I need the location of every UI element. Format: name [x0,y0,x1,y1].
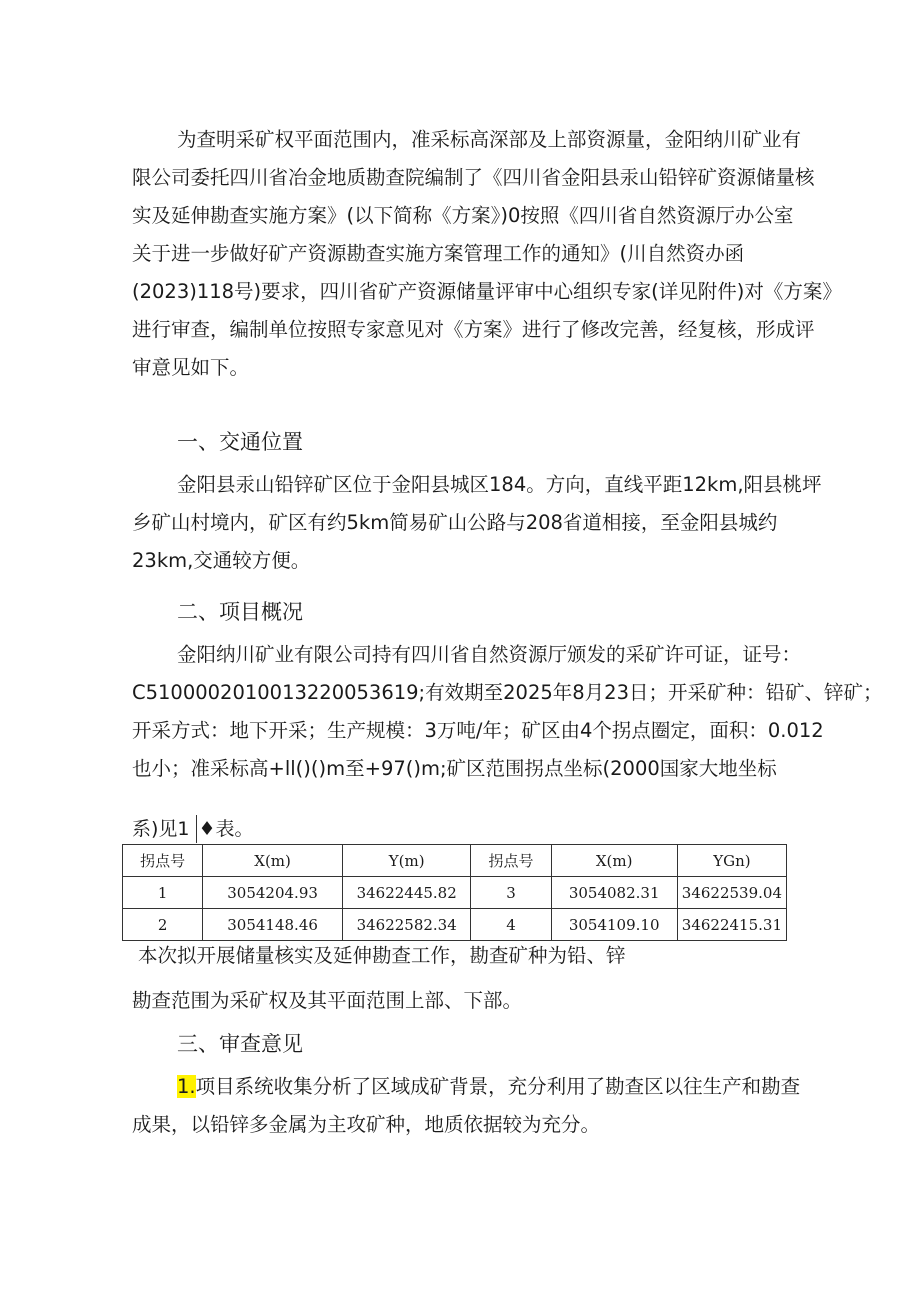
section3-item1-text: 项目系统收集分析了区域成矿背景，充分利用了勘查区以往生产和勘查 [195,1075,801,1098]
table-cell: 34622539.04 [677,877,786,909]
table-cell: 4 [471,909,551,941]
section2-after-line: 勘查范围为采矿权及其平面范围上部、下部。 [132,989,523,1012]
intro-line: (2023)118号)要求，四川省矿产资源储量评审中心组织专家(详见附件)对《方案》 [132,280,842,303]
table-cell: 3054082.31 [551,877,677,909]
intro-line: 限公司委托四川省冶金地质勘查院编制了《四川省金阳县汞山铅锌矿资源储量核 [132,166,815,189]
section1-paragraph [132,466,832,580]
table-header-cell: 拐点号 [123,845,203,877]
section3-heading: 三、审查意见 [177,1032,303,1056]
intro-line: 关于进一步做好矿产资源勘查实施方案管理工作的通知》(川自然资办函 [132,242,745,265]
table-caption-tail: ♦表。 [196,815,254,843]
table-header-cell: Y(m) [342,845,470,877]
table-cell: 3054109.10 [551,909,677,941]
table-cell: 34622582.34 [342,909,470,941]
table-header-cell: X(m) [203,845,343,877]
section2-after-line: 本次拟开展储量核实及延伸勘查工作，勘查矿种为铅、锌 [138,944,626,967]
table-caption [132,815,254,843]
section1-line: 23km,交通较方便。 [132,549,311,572]
section2-after-line-2 [132,982,832,1020]
section2-line: 开采方式：地下开采；生产规模：3万吨/年；矿区由4个拐点圈定，面积：0.012 [132,719,824,742]
table-cell: 3054148.46 [203,909,343,941]
table-row [123,909,787,941]
table-cell: 3 [471,877,551,909]
table-header-cell: YGn) [677,845,786,877]
table-cell: 2 [123,909,203,941]
table-cell: 1 [123,877,203,909]
table-header-row [123,845,787,877]
section3-item1-line [132,1068,832,1106]
section2-line: 也小；准采标高+ll()()m至+97()m;矿区范围拐点坐标(2000国家大地坐标 [132,757,777,780]
section1-heading: 一、交通位置 [177,430,303,454]
intro-line: 进行审查，编制单位按照专家意见对《方案》进行了修改完善，经复核，形成评 [132,318,815,341]
coordinates-table [122,844,787,941]
table-caption-text: 系)见1 [132,818,190,840]
section2-after-line-1 [138,937,838,975]
intro-line: 审意见如下。 [132,356,250,379]
intro-line: 为查明采矿权平面范围内，准采标高深部及上部资源量，金阳纳川矿业有 [177,128,802,151]
section2-line: C5100002010013220053619;有效期至2025年8月23日；开采矿种：铅矿、锌矿； [132,681,883,704]
item-number-highlight: 1. [177,1075,196,1098]
section3-item1 [132,1068,832,1144]
intro-paragraph [132,121,842,387]
table-header-cell: 拐点号 [471,845,551,877]
section2-line: 金阳纳川矿业有限公司持有四川省自然资源厅颁发的采矿许可证，证号： [177,643,802,666]
table-header-cell: X(m) [551,845,677,877]
section2-heading: 二、项目概况 [177,600,303,624]
table-cell: 3054204.93 [203,877,343,909]
section3-item1-line: 成果，以铅锌多金属为主攻矿种，地质依据较为充分。 [132,1113,601,1136]
table-row [123,877,787,909]
section1-line: 金阳县汞山铅锌矿区位于金阳县城区184。方向，直线平距12km,阳县桃坪 [177,473,822,496]
section1-line: 乡矿山村境内，矿区有约5km简易矿山公路与208省道相接，至金阳县城约 [132,511,778,534]
table-cell: 34622415.31 [677,909,786,941]
table-cell: 34622445.82 [342,877,470,909]
intro-line: 实及延伸勘查实施方案》(以下简称《方案》)0按照《四川省自然资源厅办公室 [132,204,794,227]
section2-paragraph [132,636,883,788]
